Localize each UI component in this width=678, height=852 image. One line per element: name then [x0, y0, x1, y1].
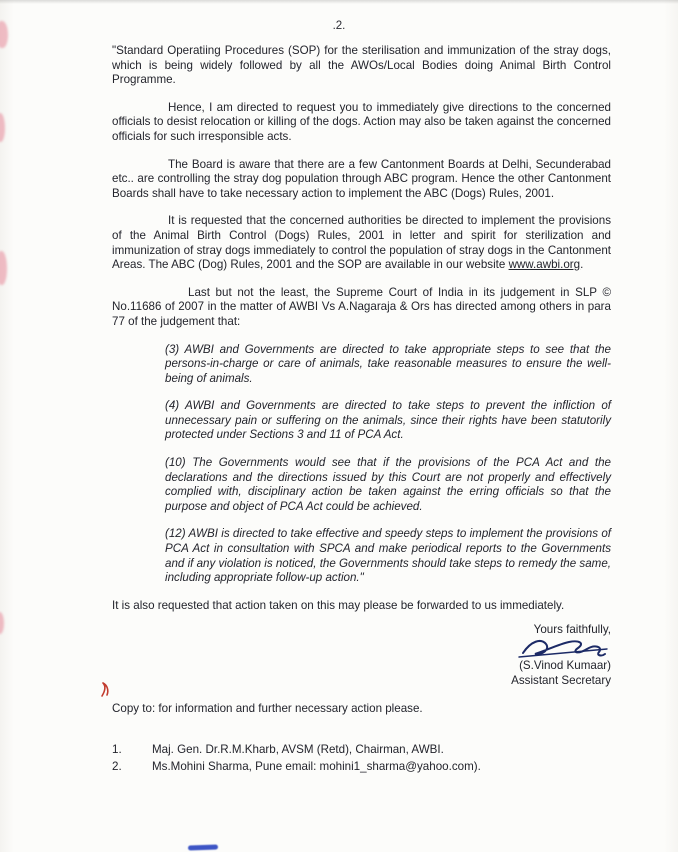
paragraph-text: It is requested that the concerned authorities be directed to implement the provisions of the Animal Birth Control (Dogs) Rules, 2001 in letter and spirit for sterilization and immunization of stray dogs immediately to control the population of stray dogs in the Cantonment Areas. The ABC (Dog) Rules, 2001 and the SOP are available in our website: [112, 214, 611, 272]
scan-edge-shadow: [0, 0, 678, 4]
scan-smudge: [0, 113, 5, 142]
closing-request-line: It is also requested that action taken on this may please be forwarded to us immediately.: [112, 598, 565, 612]
cc-recipient: Ms.Mohini Sharma, Pune email: mohini1_sharma@yahoo.com).: [152, 759, 481, 773]
judgement-quote-4: (4) AWBI and Governments are directed to take steps to prevent the infliction of unnecessary pain or suffering on the animals, since their rights have been statutorily protected under Sections 3 and 11 of PCA Act.: [165, 399, 611, 442]
red-pen-mark: [99, 681, 113, 699]
signatory-name: (S.Vinod Kumaar): [519, 659, 611, 673]
page-number: .2.: [332, 20, 346, 32]
valediction: Yours faithfully,: [533, 623, 611, 637]
paragraph-directions: Hence, I am directed to request you to immediately give directions to the concerned officials to desist relocation or killing of the dogs. Action may also be taken against the concerned officials for such irresponsible acts.: [112, 100, 611, 143]
judgement-quote-12: (12) AWBI is directed to take effective and speedy steps to implement the provisions of PCA Act in consultation with SPCA and make periodical reports to the Governments and if any violation is noticed, the Governments should take steps to remedy the same, including appropriate follow-up action.": [165, 527, 611, 585]
paragraph-website: [112, 214, 611, 272]
scan-ink-streak: [188, 844, 218, 850]
cc-item: [112, 760, 611, 775]
cc-item: [112, 743, 611, 758]
scan-smudge: [0, 612, 4, 634]
cc-list: [112, 743, 611, 774]
cc-recipient: Maj. Gen. Dr.R.M.Kharb, AVSM (Retd), Chairman, AWBI.: [152, 743, 444, 756]
paragraph-text: .: [580, 258, 584, 272]
letter-body: [112, 44, 611, 776]
paragraph-judgement-intro: Last but not the least, the Supreme Court of India in its judgement in SLP © No.11686 of 2007 in the matter of AWBI Vs A.Nagaraja & Ors has directed among others in para 77 of the judgement that:: [112, 285, 611, 328]
signoff-block: [112, 622, 611, 688]
cc-number: 2.: [112, 759, 122, 773]
paragraph-cantonment-boards: The Board is aware that there are a few Cantonment Boards at Delhi, Secunderabad etc.. are controlling the stray dog population through ABC program. Hence the other Cantonment Boards shall have to take necessary action to implement the ABC (Dogs) Rules, 2001.: [112, 157, 611, 200]
judgement-quote-10: (10) The Governments would see that if the provisions of the PCA Act and the declarations and the directions issued by this Court are not properly and effectively complied with, disciplinary action be taken against the erring officials so that the purpose and object of PCA Act could be achieved.: [165, 456, 611, 513]
copy-to-heading: Copy to: for information and further necessary action please.: [112, 702, 423, 716]
judgement-quote-3: (3) AWBI and Governments are directed to take appropriate steps to see that the persons-in-charge or care of animals, take reasonable measures to ensure the well-being of animals.: [165, 342, 611, 385]
scan-smudge: [0, 251, 7, 285]
signatory-title: Assistant Secretary: [511, 674, 611, 688]
paragraph-sop: "Standard Operatiing Procedures (SOP) for the sterilisation and immunization of the stray dogs, which is being widely followed by all the AWOs/Local Bodies doing Animal Birth Control Programme.: [112, 44, 611, 87]
awbi-website-url: www.awbi.org: [508, 258, 581, 272]
cc-number: 1.: [112, 743, 122, 756]
